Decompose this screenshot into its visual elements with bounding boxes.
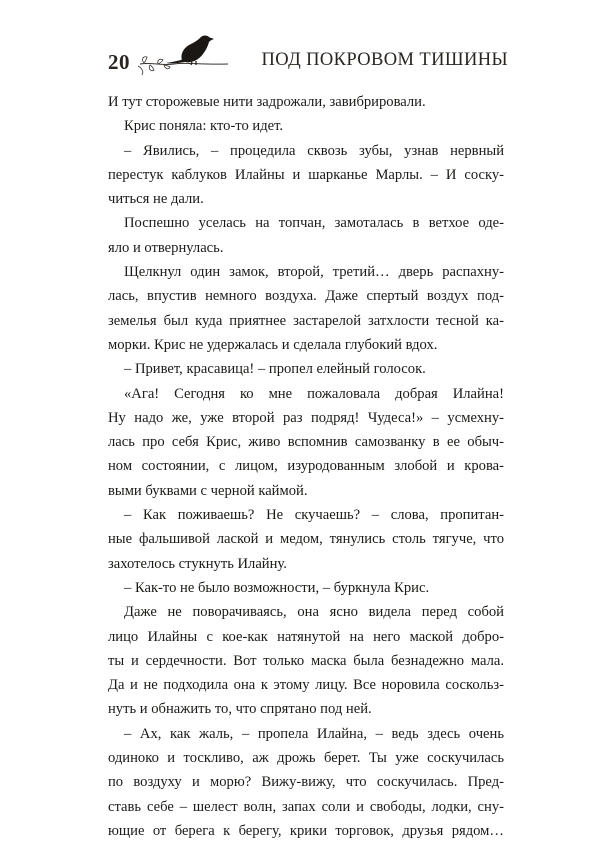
text-line: нуть и обнажить то, что спрятано под ней. <box>108 701 372 718</box>
text-line: Поспешно уселась на топчан, замоталась в ветхое оде- <box>124 215 504 232</box>
text-line: – Как поживаешь? Не скучаешь? – слова, пропитан- <box>124 507 504 524</box>
text-line: ставь себе – шелест волн, запах соли и свободы, лодки, сну- <box>108 798 504 815</box>
text-line: Да и не подходила она к этому лицу. Все норовила соскольз- <box>108 677 504 694</box>
text-line: Крис поняла: кто-то идет. <box>124 118 284 135</box>
text-line: – Привет, красавица! – пропел елейный голосок. <box>124 361 426 378</box>
text-line: Ну надо же, уже второй раз подряд! Чудеса!» – усмехну- <box>108 409 504 426</box>
text-line: земелья был куда приятнее застарелой затхлости тесной ка- <box>108 312 504 329</box>
text-line: – Как-то не было возможности, – буркнула Крис. <box>124 579 430 596</box>
text-line: лась, впустив немного воздуха. Даже спертый воздух под- <box>108 288 504 305</box>
text-line: И тут сторожевые нити задрожали, завибрировали. <box>108 94 426 110</box>
body-text <box>108 90 504 843</box>
crow-on-branch-icon <box>138 30 230 78</box>
page-number: 20 <box>108 50 130 74</box>
text-line: – Явились, – процедила сквозь зубы, узнав нервный <box>124 142 504 159</box>
text-line: перестук каблуков Илайны и шарканье Марлы. – И соску- <box>108 166 504 183</box>
text-line: лицо Илайны с кое-как натянутой на него маской добро- <box>108 628 504 645</box>
text-line: Щелкнул один замок, второй, третий… дверь распахну- <box>124 264 504 281</box>
text-line: читься не дали. <box>108 191 204 208</box>
text-line: Даже не поворачиваясь, она ясно видела перед собой <box>124 604 504 621</box>
text-line: яло и отвернулась. <box>108 239 224 256</box>
text-line: лась про себя Крис, живо вспомнив самозванку в ее обыч- <box>108 434 504 451</box>
text-line: по воздуху и морю? Вижу-вижу, что соскучилась. Пред- <box>108 774 504 791</box>
page-header <box>108 30 508 78</box>
text-line: морки. Крис не удержалась и сделала глубокий вдох. <box>108 336 438 353</box>
text-line: одиноко и тоскливо, аж дрожь берет. Ты уже соскучилась <box>108 750 504 767</box>
text-line: «Ага! Сегодня ко мне пожаловала добрая Илайна! <box>124 385 504 402</box>
text-line: ющие от берега к берегу, крики торговок, друзья рядом… <box>108 822 504 839</box>
text-line: ты и сердечности. Вот только маска была безнадежно мала. <box>108 652 504 669</box>
running-title: ПОД ПОКРОВОМ ТИШИНЫ <box>261 50 508 70</box>
text-line: ные фальшивой лаской и медом, тянулись столь тягуче, что <box>108 531 504 548</box>
text-line: – Ах, как жаль, – пропела Илайна, – ведь здесь очень <box>124 725 504 742</box>
text-line: ном состоянии, с лицом, изуродованным злобой и крова- <box>108 458 504 475</box>
text-line: выми буквами с черной каймой. <box>108 482 308 499</box>
text-line: захотелось стукнуть Илайну. <box>108 555 287 572</box>
